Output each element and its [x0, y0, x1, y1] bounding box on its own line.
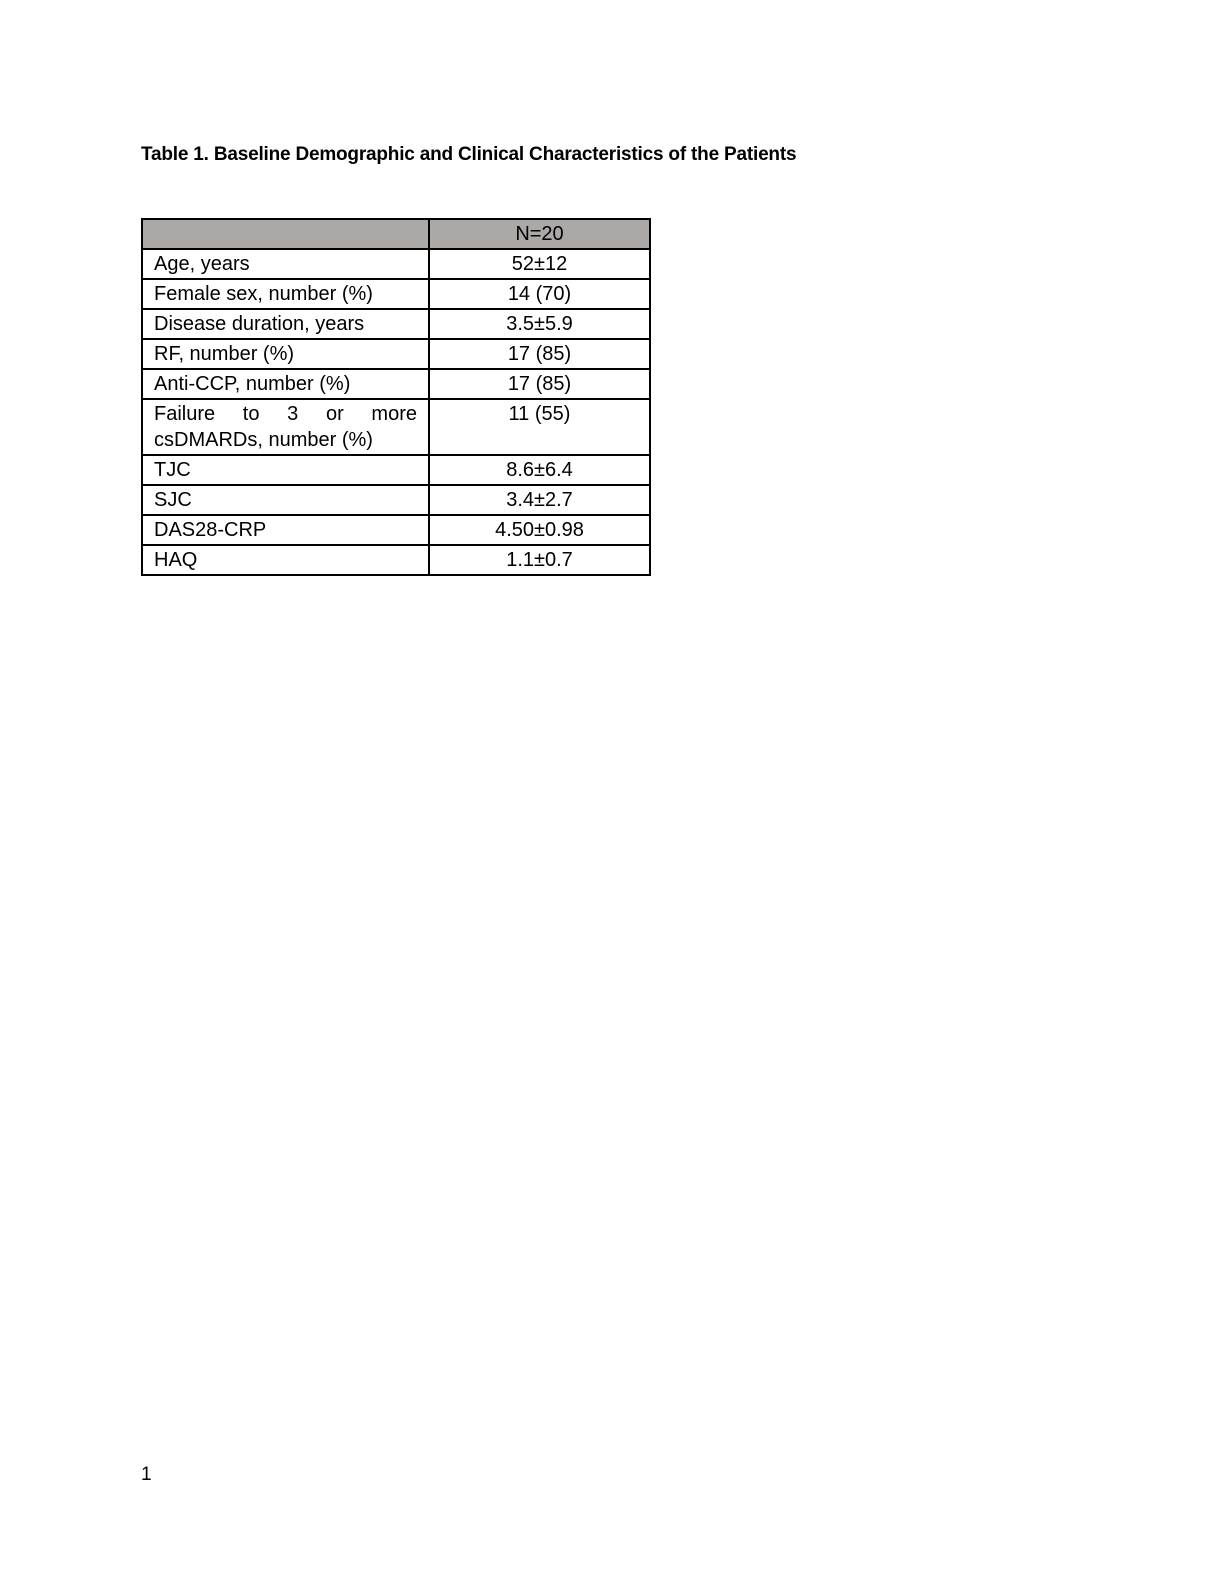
table-row — [142, 309, 650, 339]
row-label-cell: Female sex, number (%) — [142, 279, 429, 309]
row-label-cell: Failure to 3 or more csDMARDs, number (%) — [142, 399, 429, 455]
table-row — [142, 339, 650, 369]
table-caption: Table 1. Baseline Demographic and Clinical Characteristics of the Patients — [141, 144, 797, 165]
table-row — [142, 515, 650, 545]
row-label-cell: SJC — [142, 485, 429, 515]
row-label-cell: Anti-CCP, number (%) — [142, 369, 429, 399]
row-label-cell: Age, years — [142, 249, 429, 279]
header-n-cell: N=20 — [429, 219, 650, 249]
row-label-cell: HAQ — [142, 545, 429, 575]
page-number: 1 — [141, 1464, 152, 1485]
row-value-cell: 52±12 — [429, 249, 650, 279]
table-row — [142, 279, 650, 309]
baseline-characteristics-table — [141, 218, 651, 576]
row-label-cell: Disease duration, years — [142, 309, 429, 339]
row-value-cell: 17 (85) — [429, 339, 650, 369]
row-value-cell: 17 (85) — [429, 369, 650, 399]
row-value-cell: 11 (55) — [429, 399, 650, 455]
row-value-cell: 1.1±0.7 — [429, 545, 650, 575]
row-value-cell: 14 (70) — [429, 279, 650, 309]
table-row — [142, 399, 650, 455]
table-row — [142, 455, 650, 485]
row-label-cell: DAS28-CRP — [142, 515, 429, 545]
header-empty-cell — [142, 219, 429, 249]
row-label-cell: RF, number (%) — [142, 339, 429, 369]
row-value-cell: 4.50±0.98 — [429, 515, 650, 545]
table-row — [142, 369, 650, 399]
table-row — [142, 249, 650, 279]
row-value-cell: 3.4±2.7 — [429, 485, 650, 515]
table-header-row — [142, 219, 650, 249]
table-row — [142, 545, 650, 575]
table-row — [142, 485, 650, 515]
row-value-cell: 8.6±6.4 — [429, 455, 650, 485]
row-label-cell: TJC — [142, 455, 429, 485]
row-value-cell: 3.5±5.9 — [429, 309, 650, 339]
